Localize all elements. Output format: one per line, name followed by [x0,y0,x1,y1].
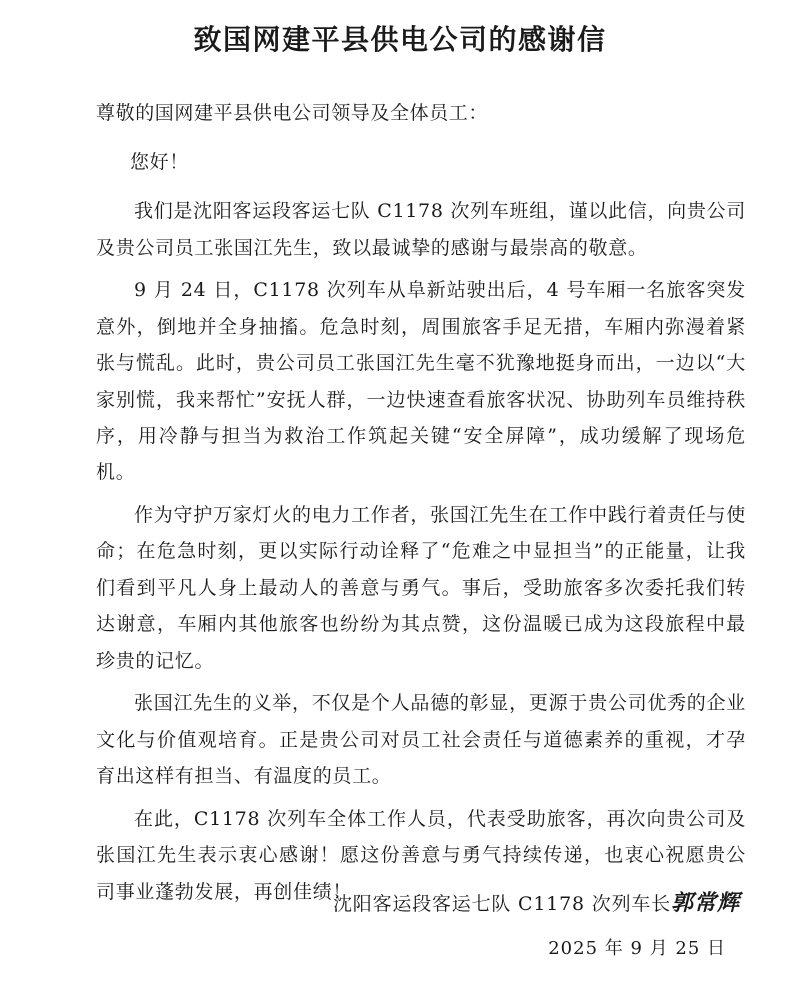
paragraph-4: 张国江先生的义举，不仅是个人品德的彰显，更源于贵公司优秀的企业文化与价值观培育。正是贵公司对员工社会责任与道德素养的重视，才孕育出这样有担当、有温度的员工。 [96,692,746,788]
signature-unit: 沈阳客运段客运七队 C1178 次列车长 [333,892,671,915]
greeting: 您好！ [130,150,189,173]
page-title: 致国网建平县供电公司的感谢信 [193,23,607,56]
paragraph-3: 作为守护万家灯火的电力工作者，张国江先生在工作中践行着责任与使命；在危急时刻，更以实际行动诠释了“危难之中显担当”的正能量，让我们看到平凡人身上最动人的善意与勇气。事后，受助旅客多次委托我们转达谢意，车厢内其他旅客也纷纷为其点赞，这份温暖已成为这段旅程中最珍贵的记忆。 [96,503,746,672]
signature-date: 2025 年 9 月 25 日 [548,938,726,959]
paragraph-1: 我们是沈阳客运段客运七队 C1178 次列车班组，谨以此信，向贵公司及贵公司员工张国江先生，致以最诚挚的感谢与最崇高的敬意。 [96,200,746,259]
signature-name: 郭常辉 [670,889,740,916]
paragraph-2: 9 月 24 日，C1178 次列车从阜新站驶出后，4 号车厢一名旅客突发意外，倒地并全身抽搐。危急时刻，周围旅客手足无措，车厢内弥漫着紧张与慌乱。此时，贵公司员工张国江先生毫不犹豫地挺身而出，一边以“大家别慌，我来帮忙”安抚人群，一边快速查看旅客状况、协助列车员维持秩序，用冷静与担当为救治工作筑起关键“安全屏障”，成功缓解了现场危机。 [96,279,746,484]
signature-line [333,885,740,922]
signature-block [333,885,740,960]
salutation: 尊敬的国网建平县供电公司领导及全体员工： [96,102,489,125]
letter-body [34,193,766,910]
paragraph-5: 在此，C1178 次列车全体工作人员，代表受助旅客，再次向贵公司及张国江先生表示衷心感谢！愿这份善意与勇气持续传递，也衷心祝愿贵公司事业蓬勃发展，再创佳绩！ [96,807,746,903]
